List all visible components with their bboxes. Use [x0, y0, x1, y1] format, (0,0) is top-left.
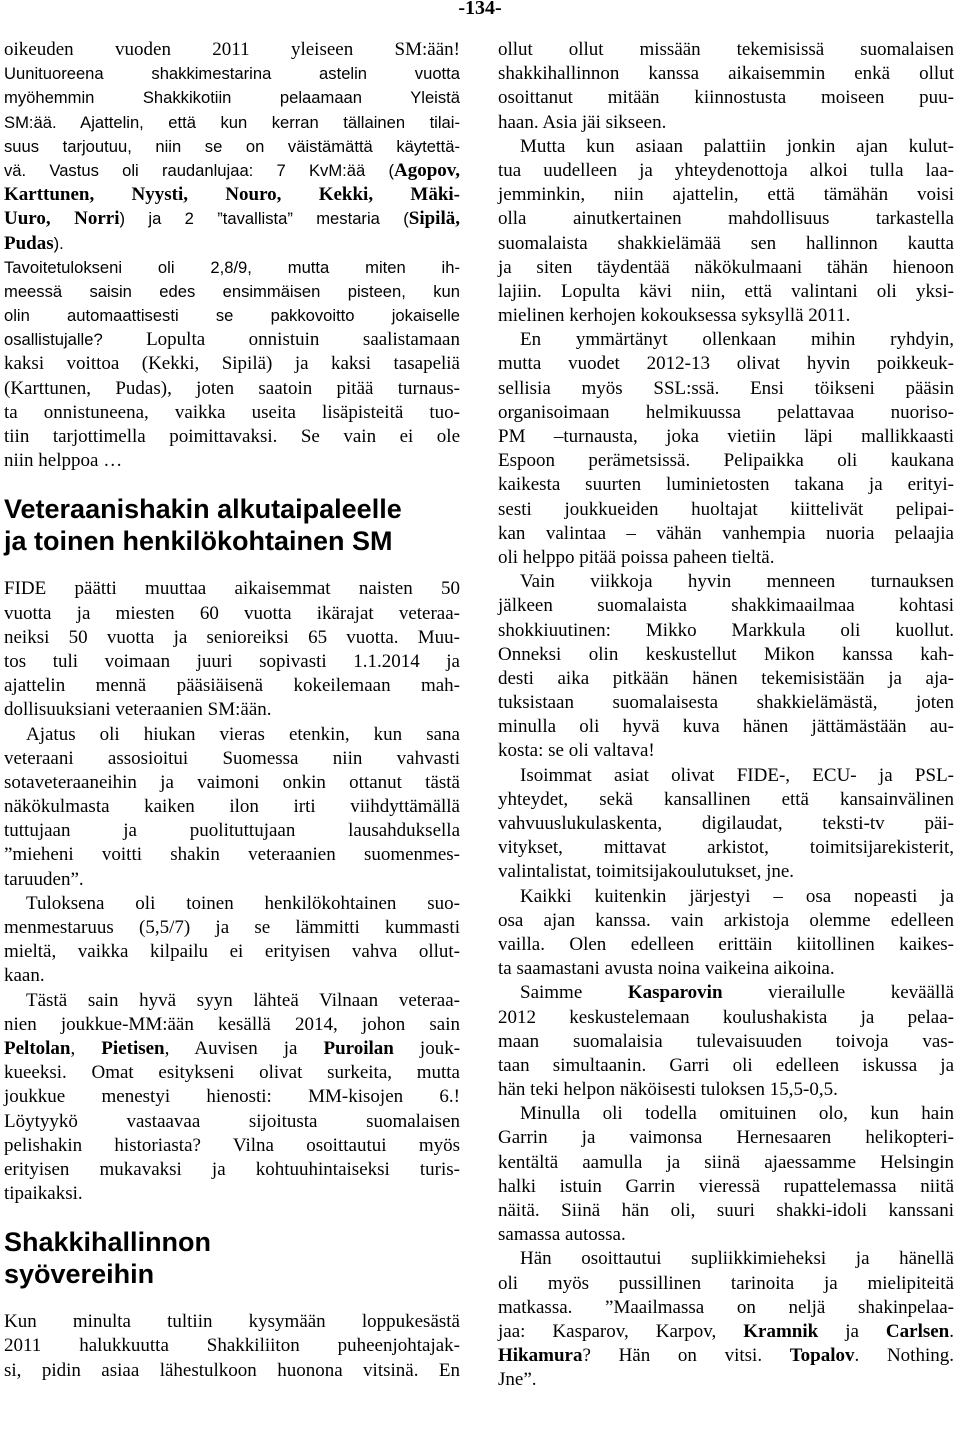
- text-line: näkökulmasta kaiken ilon irti viihdyttämällä: [4, 796, 460, 818]
- section-heading: [4, 1226, 460, 1290]
- player-names: Karttunen, Nyysti, Nouro, Kekki, Mäki-: [4, 184, 460, 206]
- text-line: nien joukkue-MM:ään kesällä 2014, johon sain: [4, 1013, 460, 1035]
- text-line: hän teki helpon näköisesti tuloksen 15,5-0,5.: [498, 1079, 838, 1101]
- heading-line: ja toinen henkilökohtainen SM: [4, 526, 393, 557]
- paragraph: [4, 256, 460, 474]
- text-line: Onneksi olin keskustellut Mikon kanssa kah-: [498, 643, 954, 665]
- player-name: Pudas: [4, 232, 54, 254]
- text-line: halki istuin Garrin vieressä rupattelemassa niitä: [498, 1175, 954, 1197]
- text-line: Löytyykö vastaavaa sijoitusta suomalaisen: [4, 1110, 460, 1132]
- text-line: FIDE päätti muuttaa aikaisemmat naisten 50: [4, 578, 460, 600]
- text-line: suomalaista shakkielämää sen hallinnon kautta: [498, 232, 954, 254]
- text-line: oikeuden vuoden 2011 yleiseen SM:ään!: [4, 39, 460, 60]
- person-name: Kasparovin: [627, 982, 723, 1004]
- text-line: ja siten täydentää näkökulmaani tähän hienoon: [498, 256, 954, 278]
- text-line: kentältä aamulla ja siinä ajaessamme Helsingin: [498, 1151, 954, 1173]
- text-line: (Karttunen, Pudas), joten saatoin pitää turnaus-: [4, 377, 460, 399]
- text-line: Hän osoittautui supliikkimieheksi ja hänellä: [520, 1248, 954, 1270]
- text-line: si, pidin asiaa lähestulkoon huonona vitsinä. En: [4, 1359, 460, 1381]
- text-line: vailla. Olen edelleen erittäin kiitollinen kaikes-: [498, 933, 954, 955]
- text-line: Ajatus oli hiukan vieras etenkin, kun sana: [26, 723, 460, 745]
- paragraph: [4, 723, 460, 892]
- paragraph: [4, 38, 460, 256]
- text-line: olin automaattisesti se pakkovoitto jokaiselle: [4, 306, 460, 326]
- text-line: näitä. Siinä hän oli, suuri shakki-idoli kanssani: [498, 1200, 954, 1221]
- player-name: Agopov,: [394, 159, 460, 181]
- text-line: 2012 keskustelemaan koulushakista ja pelaa-: [498, 1006, 954, 1028]
- text-line: sellisia myös SSL:ssä. Ensi töikseni pääsin: [498, 377, 954, 399]
- paragraph: [498, 764, 954, 885]
- text-line: mielinen kerhojen kokouksessa syksyllä 2011.: [498, 305, 851, 327]
- right-column: [498, 38, 954, 1393]
- text-line: jälkeen suomalaista shakkimaailmaa kohtasi: [498, 595, 954, 617]
- text-line: vahvuuslukulaskenta, digilaudat, teksti-tv päi-: [498, 813, 954, 834]
- text-line: desti aika pitkään hänen tekemisistään ja aja-: [498, 667, 954, 689]
- text-line: yhteydet, sekä kansallinen että kansainvälinen: [498, 788, 954, 810]
- text-line: neiksi 50 vuotta ja senioreiksi 65 vuotta. Muu-: [4, 626, 460, 648]
- text-line: haan. Asia jäi sikseen.: [498, 111, 667, 133]
- text-line: osallistujalle? Lopulta onnistuin saalistamaan: [4, 329, 460, 351]
- player-name: Topalov: [789, 1345, 855, 1367]
- text-line: SM:ää. Ajattelin, että kun kerran tällainen tilai-: [4, 112, 460, 132]
- text-line: mieltä, vaikka kilpailu ei erityisen vahva ollut-: [4, 941, 460, 963]
- text-line: suus tarjoutuu, niin se on väistämättä käytettä-: [4, 136, 460, 156]
- text-line: organisoimaan helmikuussa pelattavaa nuoriso-: [498, 401, 954, 423]
- text-line: sotaveteraaneihin ja vaimoni onkin ottanut tästä: [4, 771, 460, 793]
- text-line: tuksistaan suomalaisesta shakkielämästä, joten: [498, 692, 954, 714]
- text-line: kaan.: [4, 965, 45, 987]
- paragraph: [498, 570, 954, 764]
- paragraph: [4, 989, 460, 1207]
- text-line: tos tuli voimaan juuri sopivasti 1.1.2014 ja: [4, 650, 460, 672]
- text-line: samassa autossa.: [498, 1224, 626, 1246]
- player-name: Carlsen: [885, 1320, 950, 1342]
- player-name: Kramnik: [743, 1320, 819, 1342]
- text-line: vuotta ja miesten 60 vuotta ikärajat veteraa-: [4, 602, 460, 624]
- paragraph: [498, 38, 954, 135]
- text-line: kosta: se oli valtava!: [498, 740, 655, 762]
- text-line: En ymmärtänyt ollenkaan mihin ryhdyin,: [520, 329, 954, 351]
- text-line: menmestaruus (5,5/7) ja se lämmitti kummasti: [4, 917, 460, 938]
- text-line: Garrin ja vaimonsa Hernesaaren helikopteri-: [498, 1127, 954, 1149]
- player-name: Hikamura: [498, 1345, 583, 1367]
- text-line: matkassa. ”Maailmassa on neljä shakinpelaa-: [498, 1296, 954, 1318]
- paragraph: [498, 981, 954, 1102]
- page-number: -134-: [458, 0, 502, 19]
- text-line: Espoon perämetsissä. Pelipaikka oli kaukana: [498, 450, 954, 472]
- heading-line: Shakkihallinnon: [4, 1227, 212, 1258]
- text-line: sesti joukkueiden huoltajat kiittelivät pelipai-: [498, 498, 954, 520]
- text-line: Kun minulta tultiin kysymään loppukesästä: [4, 1311, 460, 1333]
- text-line: mutta vuodet 2012-13 olivat hyvin poikkeuk-: [498, 353, 954, 375]
- text-line: tiin tarjottimella poimittavaksi. Se vain ei ole: [4, 426, 460, 447]
- paragraph: [4, 892, 460, 989]
- text-line: tuttujaan ja puolituttujaan lausahduksella: [4, 820, 460, 842]
- text-line: Jne”.: [498, 1369, 537, 1391]
- text-line: Tuloksena oli toinen henkilökohtainen suo-: [26, 892, 460, 914]
- text-line: ajattelin mennä pääsiäisenä kokeilemaan mah-: [4, 675, 460, 697]
- player-name: Puroilan: [323, 1037, 394, 1059]
- text-line: valintalistat, toimitsijakoulutukset, jne.: [498, 861, 795, 883]
- text-line: oli myös pussillinen tarinoita ja mielipiteitä: [498, 1272, 954, 1294]
- text-line: PM –turnausta, joka vietiin läpi mallikkaasti: [498, 426, 954, 447]
- text-line: taan simultaanin. Garri oli edelleen iskussa ja: [498, 1054, 954, 1076]
- paragraph: [498, 1102, 954, 1247]
- text-line: maan suomalaisia tulevaisuuden toivoja vas-: [498, 1030, 954, 1052]
- text-line: Uuro, Norri) ja 2 ”tavallista” mestaria (Sipilä,: [4, 208, 460, 230]
- text-line: kan valintaa – vähän vanhempia nuoria pelaajia: [498, 522, 954, 544]
- text-line: tipaikaksi.: [4, 1183, 83, 1205]
- paragraph: [498, 885, 954, 982]
- player-names: Uuro, Norri: [4, 208, 120, 230]
- paragraph: [4, 577, 460, 722]
- text-line: niin helppoa …: [4, 450, 123, 472]
- text-line: dollisuuksiani veteraanien SM:ään.: [4, 699, 272, 721]
- player-name: Sipilä,: [408, 208, 460, 230]
- text-line: kaikesta suurten luminietosten takana ja erityi-: [498, 474, 954, 496]
- paragraph: [498, 135, 954, 329]
- paragraph: [498, 1247, 954, 1392]
- paragraph: [4, 1310, 460, 1383]
- text-line: oli helppo pitää poissa paheen tieltä.: [498, 546, 775, 568]
- text-line: Tästä sain hyvä syyn lähteä Vilnaan veteraa-: [26, 989, 460, 1011]
- text-line: Isoimmat asiat olivat FIDE-, ECU- ja PSL-: [520, 764, 954, 786]
- text-line: ta saamastani avusta noina vaikeina aikoina.: [498, 958, 835, 980]
- text-line: lajiin. Lopulta kävi niin, että valintani oli yksi-: [498, 280, 954, 302]
- heading-line: Veteraanishakin alkutaipaleelle: [4, 494, 402, 525]
- section-heading: [4, 493, 460, 557]
- text-line: Mutta kun asiaan palattiin jonkin ajan kulut-: [520, 135, 954, 157]
- text-line: erityisen mukavaksi ja kohtuuhintaiseksi turis-: [4, 1158, 460, 1180]
- paragraph: [498, 328, 954, 570]
- player-name: Peltolan: [4, 1037, 71, 1059]
- text-line: myöhemmin Shakkikotiin pelaamaan Yleistä: [4, 88, 460, 108]
- text-line: jemminkin, niin ajattelin, että tämähän voisi: [498, 184, 954, 206]
- text-line: Uunituoreena shakkimestarina astelin vuotta: [4, 64, 460, 84]
- text-line: joukkue menestyi hienosti: MM-kisojen 6.!: [4, 1086, 460, 1108]
- text-line: Vain viikkoja hyvin menneen turnauksen: [520, 571, 954, 593]
- text-line: ta onnistuneena, vaikka useita lisäpisteitä tuo-: [4, 401, 460, 423]
- text-line: minulla oli hyvä kuva hänen jättämästään au-: [498, 716, 954, 738]
- left-column: [4, 38, 460, 1383]
- text-line: tua uudelleen ja yhteydenottoja alkoi tulla laa-: [498, 159, 954, 181]
- text-line: shokkiuutinen: Mikko Markkula oli kuollut.: [498, 619, 954, 641]
- text-line: osoittanut mitään kiinnostusta moiseen puu-: [498, 87, 954, 109]
- text-line: vitykset, mittavat arkistot, toimitsijarekisterit,: [498, 837, 954, 859]
- text-line: meessä saisin edes ensimmäisen pisteen, kun: [4, 281, 460, 301]
- text-line: ollut ollut missään tekemisissä suomalaisen: [498, 39, 954, 60]
- text-line: shakkihallinnon kanssa aikaisemmin enkä ollut: [498, 63, 954, 85]
- text-line: vä. Vastus oli raudanlujaa: 7 KvM:ää (Agopov,: [4, 159, 460, 181]
- text-line: Pudas).: [4, 232, 64, 254]
- text-line: Hikamura? Hän on vitsi. Topalov. Nothing.: [498, 1345, 954, 1367]
- heading-line: syövereihin: [4, 1259, 155, 1290]
- text-line: jaa: Kasparov, Karpov, Kramnik ja Carlsen.: [498, 1320, 954, 1342]
- player-name: Pietisen: [101, 1037, 165, 1059]
- text-line: [4, 183, 460, 207]
- text-line: 2011 halukkuutta Shakkiliiton puheenjohtajak-: [4, 1335, 460, 1357]
- text-line: Tavoitetulokseni oli 2,8/9, mutta miten ih-: [4, 257, 460, 277]
- text-line: ”mieheni voitti shakin veteraanien suomenmes-: [4, 844, 460, 866]
- text-line: olla ainutkertainen mahdollisuus tarkastella: [498, 208, 954, 230]
- text-line: Minulla oli todella omituinen olo, kun hain: [520, 1103, 954, 1125]
- text-line: Saimme Kasparovin vierailulle keväällä: [520, 982, 954, 1004]
- text-line: Peltolan, Pietisen, Auvisen ja Puroilan jouk-: [4, 1037, 461, 1059]
- text-line: kaksi voittoa (Kekki, Sipilä) ja kaksi tasapeliä: [4, 353, 460, 375]
- text-line: kueeksi. Omat esitykseni olivat surkeita, mutta: [4, 1062, 460, 1084]
- text-line: taruuden”.: [4, 868, 84, 890]
- text-line: Kaikki kuitenkin järjestyi – osa nopeasti ja: [520, 885, 954, 907]
- text-line: veteraani assosioitui Suomessa niin vahvasti: [4, 747, 460, 769]
- text-line: pelishakin historiasta? Vilna osoittautui myös: [4, 1134, 460, 1156]
- text-line: osa ajan kanssa. vain arkistoja olemme edelleen: [498, 909, 954, 931]
